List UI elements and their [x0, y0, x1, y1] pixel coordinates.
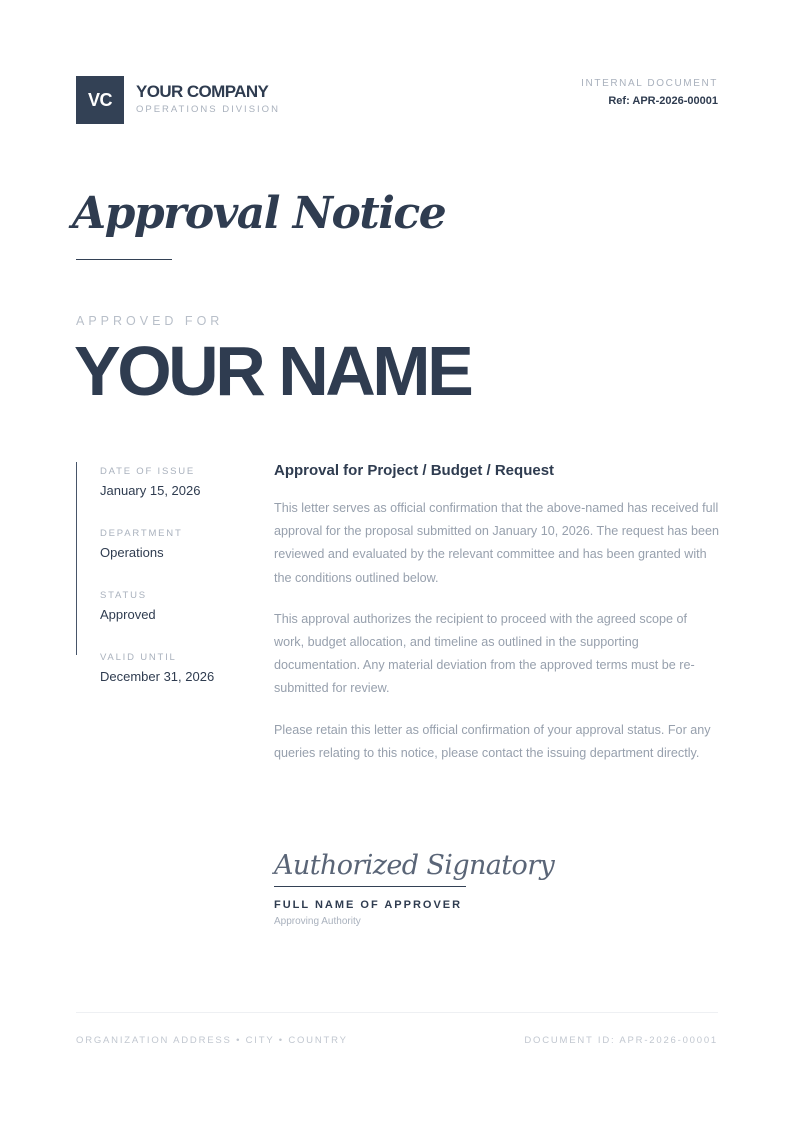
meta-label: VALID UNTIL [100, 652, 177, 663]
approved-for-label: APPROVED FOR [76, 314, 224, 328]
signature-line [274, 886, 466, 887]
company-name: YOUR COMPANY [136, 82, 269, 101]
recipient-name: YOUR NAME [74, 332, 471, 410]
approver-role: Approving Authority [274, 916, 361, 927]
title-divider [76, 259, 172, 260]
meta-status [100, 590, 156, 622]
letter-heading: Approval for Project / Budget / Request [274, 462, 555, 479]
body-paragraph: Please retain this letter as official confirmation of your approval status. For any queries relating to this notice, please contact the issuing department directly. [274, 722, 711, 760]
meta-label: DATE OF ISSUE [100, 466, 196, 477]
meta-label: STATUS [100, 590, 147, 601]
meta-date-of-issue [100, 466, 200, 498]
company-division: OPERATIONS DIVISION [136, 104, 280, 115]
body-paragraph: This letter serves as official confirmation that the above-named has received full approval for the proposal submitted on January 10, 2026. The request has been reviewed and evaluated by the relevant committee and has been granted with the conditions outlined below. [274, 501, 720, 585]
meta-label: DEPARTMENT [100, 528, 183, 539]
footer-document-id: DOCUMENT ID: APR-2026-00001 [524, 1035, 718, 1046]
meta-value: Operations [100, 545, 164, 560]
body-paragraph: This approval authorizes the recipient to proceed with the agreed scope of work, budget allocation, and timeline as outlined in the supporting documentation. Any material deviation from the approved terms must be re-submitted for review. [274, 611, 695, 696]
footer-address: ORGANIZATION ADDRESS • CITY • COUNTRY [76, 1035, 348, 1046]
company-logo [76, 76, 124, 124]
document-reference: Ref: APR-2026-00001 [608, 95, 718, 107]
meta-value: January 15, 2026 [100, 483, 201, 498]
meta-valid-until [100, 652, 214, 684]
meta-value: December 31, 2026 [100, 669, 215, 684]
letter-body [274, 462, 720, 783]
footer-divider [76, 1012, 718, 1013]
document-type-label: INTERNAL DOCUMENT [581, 78, 718, 89]
document-title: Approval Notice [72, 188, 446, 239]
approver-name: FULL NAME OF APPROVER [274, 899, 463, 911]
logo-initials: VC [87, 89, 112, 110]
meta-department [100, 528, 183, 560]
signature: Authorized Signatory [274, 850, 555, 881]
meta-value: Approved [100, 607, 156, 622]
metadata-column [76, 462, 246, 684]
